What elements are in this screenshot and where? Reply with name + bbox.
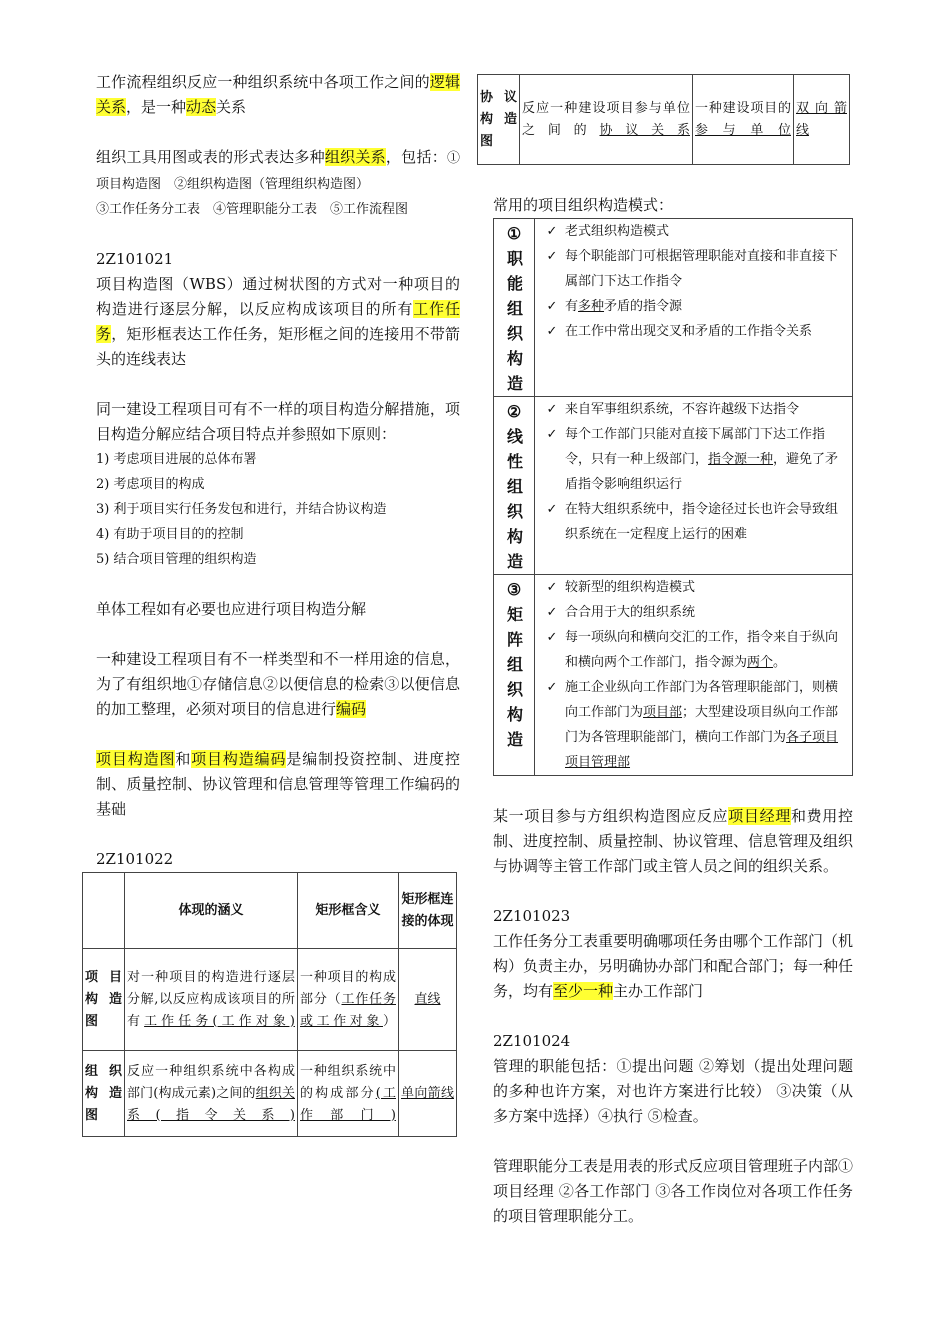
management-functions-paragraph: 管理的职能包括：①提出问题 ②筹划（提出处理问题的多种也许方案，对也许方案进行比较） ③决策（从多方案中选择）④执行 ⑤检查。: [493, 1057, 853, 1125]
check-icon: ✓: [546, 580, 558, 595]
principle-item: 3) 利于项目实行任务发包和进行，并结合协议构造: [96, 502, 387, 517]
list-item: ✓ 在工作中常出现交叉和矛盾的工作指令关系: [539, 319, 848, 344]
modes-title: 常用的项目组织构造模式：: [493, 196, 674, 214]
function-table-paragraph: 管理职能分工表是用表的形式反应项目管理班子内部①项目经理 ②各工作部门 ③各工作岗位对各项工作任务的项目管理职能分工。: [493, 1157, 854, 1225]
workflow-paragraph: 工作流程组织反应一种组织系统中各项工作之间的逻辑关系，是一种动态关系: [96, 73, 460, 116]
row-name: 组织构造图: [83, 1051, 125, 1137]
left-column: [85, 70, 460, 1137]
table-header: 矩形框含义: [298, 873, 399, 949]
mode-block: [494, 397, 852, 575]
principle-item: 5) 结合项目管理的组织构造: [96, 552, 257, 567]
mode-name: 职能组织构造: [507, 249, 524, 393]
decomposition-paragraph: 同一建设工程项目可有不一样的项目构造分解措施，项目构造分解应结合项目特点并参照如下原则：: [96, 400, 460, 443]
org-tools-items: ③工作任务分工表 ④管理职能分工表 ⑤工作流程图: [96, 202, 409, 217]
org-tools-paragraph: 组织工具用图或表的形式表达多种组织关系，包括：①项目构造图 ②组织构造图（管理组织构造图）: [96, 148, 460, 192]
section-code: 2Z101023: [493, 907, 571, 925]
table-row: [478, 75, 850, 165]
row-box: 一种建设项目的参与单位: [693, 75, 794, 165]
row-meaning: 对一种项目的构造进行逐层分解,以反应构成该项目的所有工作任务(工作对象): [125, 949, 298, 1051]
principle-item: 1) 考虑项目进展的总体布署: [96, 452, 257, 467]
contract-chart-row-table: [477, 74, 850, 165]
row-link: 直线: [399, 949, 457, 1051]
section-code: 2Z101024: [493, 1032, 571, 1050]
task-division-paragraph: 工作任务分工表重要明确哪项任务由哪个工作部门（机构）负责主办，另明确协办部门和配合部门；每一种任务，均有至少一种主办工作部门: [493, 932, 854, 1000]
row-name: 协议构造图: [478, 75, 520, 165]
check-icon: ✓: [546, 324, 558, 339]
row-meaning: 反应一种组织系统中各构成部门(构成元素)之间的组织关系(指令关系): [125, 1051, 298, 1137]
check-icon: ✓: [546, 249, 558, 264]
single-project-paragraph: 单体工程如有必要也应进行项目构造分解: [96, 600, 367, 618]
list-item: ✓ 每一项纵向和横向交汇的工作，指令来自于纵向和横向两个工作部门，指令源为两个。: [539, 625, 848, 675]
list-item: ✓ 较新型的组织构造模式: [539, 575, 848, 600]
wbs-paragraph: 项目构造图（WBS）通过树状图的方式对一种项目的构造进行逐层分解，以反应构成该项目的所有工作任务，矩形框表达工作任务，矩形框之间的连接用不带箭头的连线表达: [96, 275, 460, 368]
row-box: 一种组织系统中的构成部分(工作部门): [298, 1051, 399, 1137]
list-item: ✓ 每个职能部门可根据管理职能对直接和非直接下属部门下达工作指令: [539, 244, 848, 294]
row-name: 项目构造图: [83, 949, 125, 1051]
section-code: 2Z101021: [96, 250, 174, 268]
row-link: 双向箭线: [794, 75, 850, 165]
row-box: 一种项目的构成部分（工作任务或工作对象）: [298, 949, 399, 1051]
mode-block: [494, 219, 852, 397]
mode-block: [494, 575, 852, 775]
mode-name: 矩阵组织构造: [507, 605, 524, 749]
check-icon: ✓: [546, 224, 558, 239]
row-meaning: 反应一种建设项目参与单位之间的协议关系: [520, 75, 693, 165]
list-item: ✓ 合合用于大的组织系统: [539, 600, 848, 625]
check-icon: ✓: [546, 630, 558, 645]
coding-paragraph: 一种建设工程项目有不一样类型和不一样用途的信息，为了有组织地①存储信息②以便信息的检索③以便信息的加工整理，必须对项目的信息进行编码: [96, 650, 460, 718]
list-item: ✓ 在特大组织系统中，指令途径过长也许会导致组织系统在一定程度上运行的困难: [539, 497, 848, 547]
principle-item: 4) 有助于项目目的的控制: [96, 527, 244, 542]
mode-name: 线性组织构造: [507, 427, 524, 571]
coding-basis-paragraph: 项目构造图和项目构造编码是编制投资控制、进度控制、质量控制、协议管理和信息管理等管理工作编码的基础: [96, 750, 460, 818]
org-modes-table: [493, 218, 853, 776]
right-column: [480, 74, 854, 1229]
table-header-row: [83, 873, 457, 949]
list-item: ✓ 每个工作部门只能对直接下属部门下达工作指令，只有一种上级部门，指令源一种，避免了矛盾指令影响组织运行: [539, 422, 848, 497]
table-row: [83, 949, 457, 1051]
check-icon: ✓: [546, 402, 558, 417]
row-link: 单向箭线: [399, 1051, 457, 1137]
chart-comparison-table: [82, 872, 457, 1137]
list-item: ✓ 有多种矛盾的指令源: [539, 294, 848, 319]
mode-label: ② 线性组织构造: [494, 397, 535, 574]
table-row: [83, 1051, 457, 1137]
section-code: 2Z101022: [96, 850, 174, 868]
check-icon: ✓: [546, 427, 558, 442]
list-item: ✓ 来自军事组织系统，不容许越级下达指令: [539, 397, 848, 422]
check-icon: ✓: [546, 502, 558, 517]
mode-label: ① 职能组织构造: [494, 219, 535, 396]
table-header: [83, 873, 125, 949]
check-icon: ✓: [546, 299, 558, 314]
check-icon: ✓: [546, 605, 558, 620]
list-item: ✓ 施工企业纵向工作部门为各管理职能部门，则横向工作部门为项目部；大型建设项目纵向工作部门为各管理职能部门，横向工作部门为各子项目项目管理部: [539, 675, 848, 775]
list-item: ✓ 老式组织构造模式: [539, 219, 848, 244]
table-header: 矩形框连接的体现: [399, 873, 457, 949]
principle-item: 2) 考虑项目的构成: [96, 477, 205, 492]
mode-label: ③ 矩阵组织构造: [494, 575, 535, 775]
table-header: 体现的涵义: [125, 873, 298, 949]
check-icon: ✓: [546, 680, 558, 695]
project-manager-paragraph: 某一项目参与方组织构造图应反应项目经理和费用控制、进度控制、质量控制、协议管理、信息管理及组织与协调等主管工作部门或主管人员之间的组织关系。: [493, 807, 854, 875]
